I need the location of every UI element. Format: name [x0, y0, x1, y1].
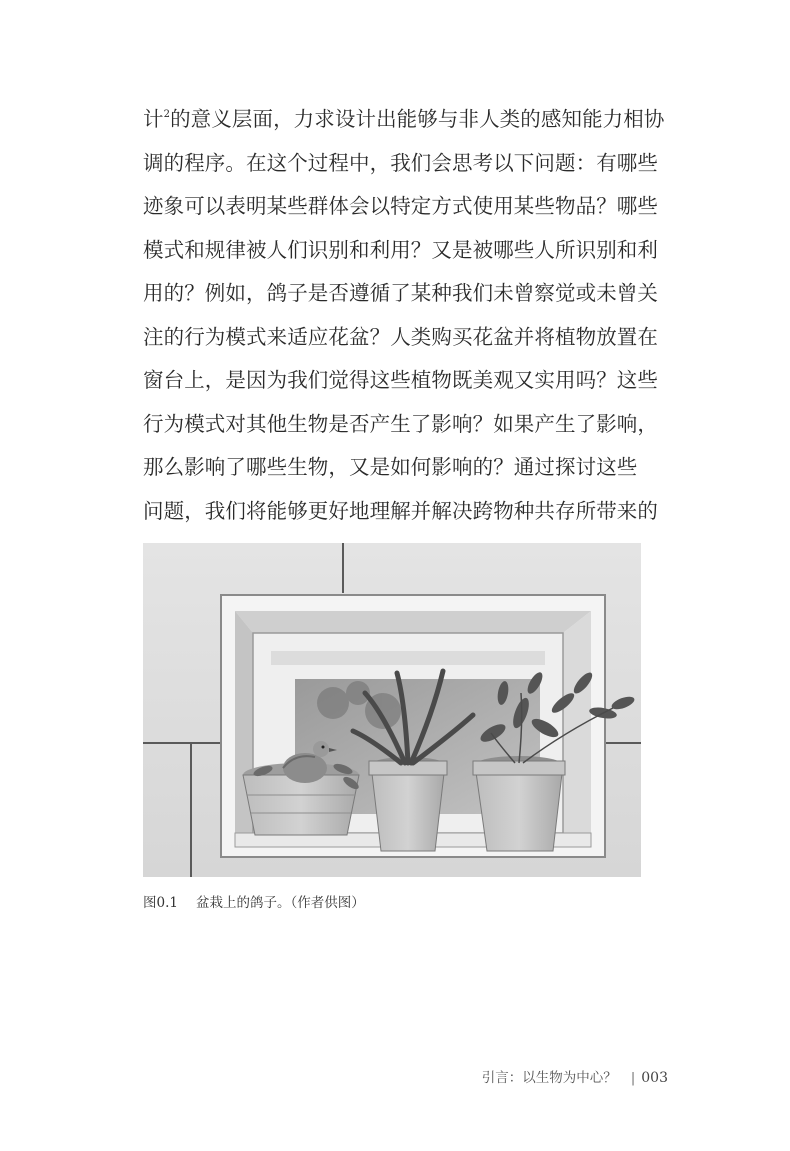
figure-number: 图0.1: [143, 895, 178, 911]
text-line: 行为模式对其他生物是否产生了影响？如果产生了影响，: [143, 411, 658, 436]
figure-photo: [143, 543, 641, 877]
text-line: 问题，我们将能够更好地理解并解决跨物种共存所带来的: [143, 498, 658, 523]
footer-separator: |: [630, 1070, 636, 1086]
caption-text: 盆栽上的鸽子。（作者供图）: [195, 895, 365, 911]
text-line: 模式和规律被人们识别和利用？又是被哪些人所识别和利: [143, 237, 658, 262]
text-line: [143, 98, 665, 142]
page-footer: [482, 1066, 668, 1086]
text-line: 调的程序。在这个过程中，我们会思考以下问题：有哪些: [143, 150, 658, 175]
text-line: 那么影响了哪些生物，又是如何影响的？通过探讨这些: [143, 455, 638, 479]
text-line: 注的行为模式来适应花盆？人类购买花盆并将植物放置在: [143, 324, 658, 349]
text-line: 窗台上，是因为我们觉得这些植物既美观又实用吗？这些: [143, 368, 658, 392]
text-fragment: 的意义层面，力求设计出能够与非人类的感知能力相协: [170, 107, 665, 131]
body-paragraph: [143, 98, 665, 533]
text-line: 迹象可以表明某些群体会以特定方式使用某些物品？哪些: [143, 194, 658, 218]
figure-caption: [143, 891, 365, 911]
text-fragment: 计: [143, 107, 164, 131]
page-number: 003: [641, 1070, 668, 1086]
running-head: 引言：以生物为中心？: [481, 1070, 617, 1086]
footnote-ref[interactable]: 2: [163, 109, 171, 120]
pigeon-planter-photo: [143, 543, 641, 877]
text-line: 用的？例如，鸽子是否遵循了某种我们未曾察觉或未曾关: [143, 281, 658, 305]
